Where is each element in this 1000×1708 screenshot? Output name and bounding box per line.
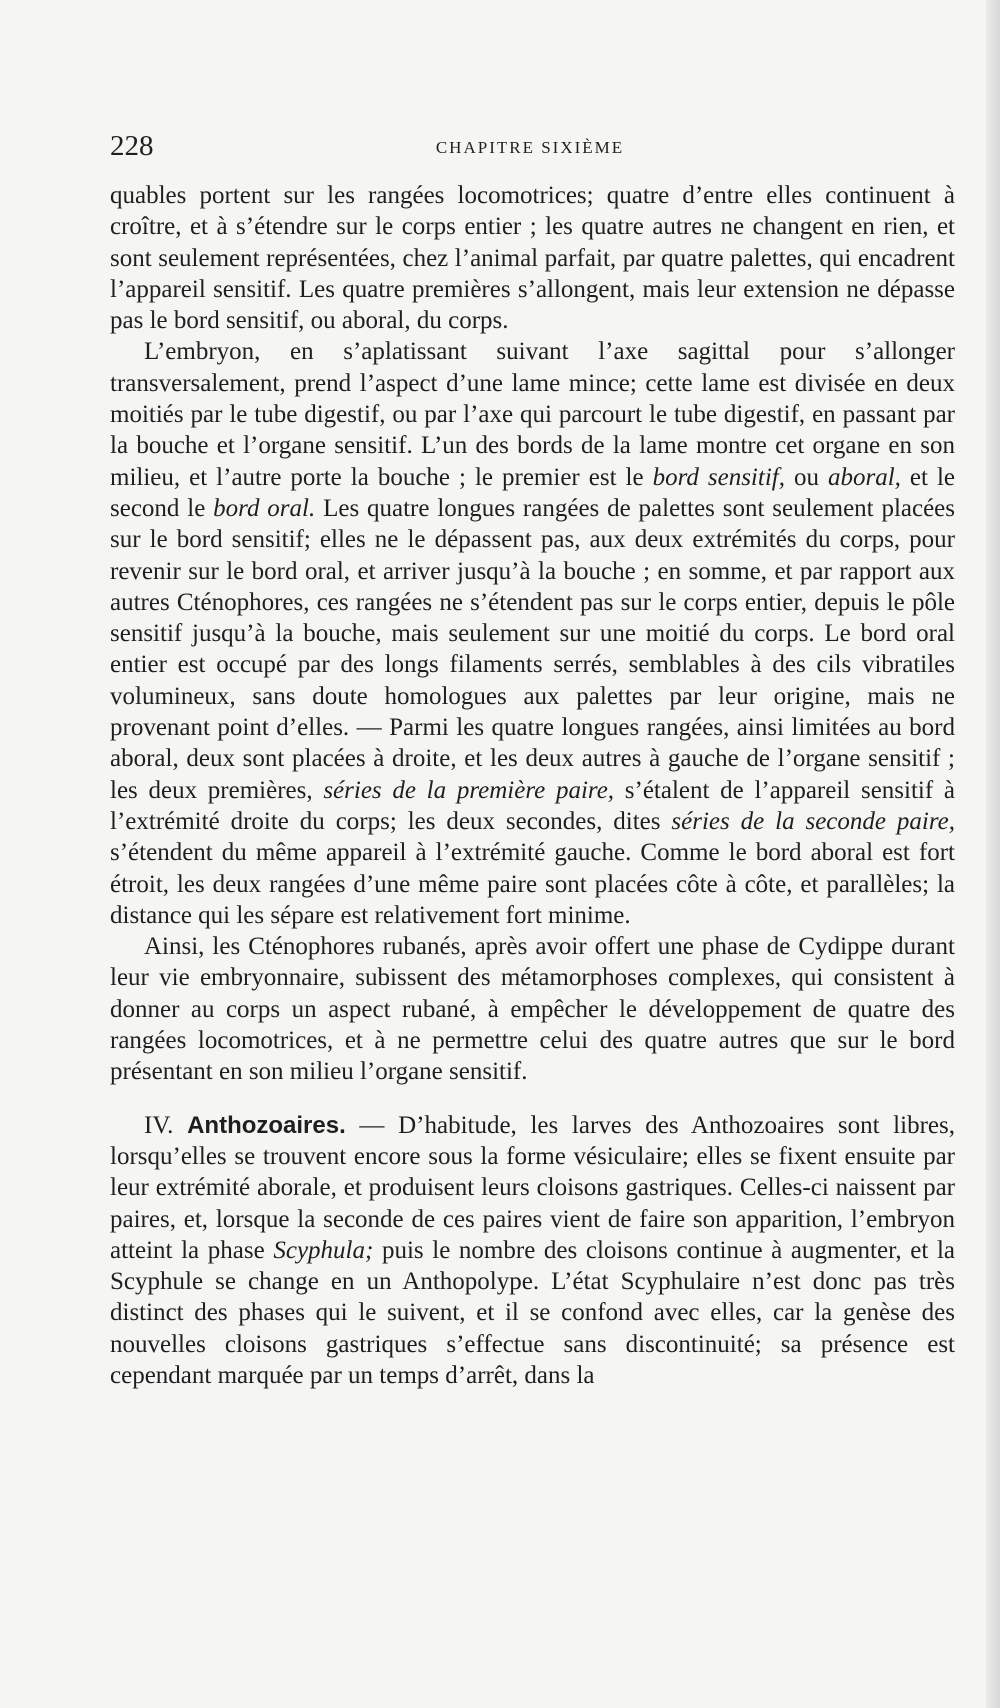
italic-term: séries de la première paire,: [323, 776, 615, 804]
text-segment: s’étendent du même appareil à l’extrémité gauche. Comme le bord aboral est fort étroit, les deux rangées d’une même paire sont placées côte à côte, et parallèles; la distance qui les sépare est relativement fort minime.: [110, 839, 955, 929]
paragraph: [110, 180, 955, 336]
page-edge-shadow: [986, 0, 1000, 1708]
italic-term: Scyphula;: [273, 1236, 374, 1264]
running-head: CHAPITRE SIXIÈME: [435, 138, 625, 157]
section-heading: Anthozoaires.: [187, 1111, 346, 1139]
paragraph: [110, 931, 955, 1087]
section-number: IV.: [144, 1111, 188, 1139]
text-segment: Ainsi, les Cténophores rubanés, après avoir offert une phase de Cydippe durant leur vie embryonnaire, subissent des métamorphoses complexes, qui consistent à donner au corps un aspect rubané, à empêcher le développement de quatre des rangées locomotrices, et à ne permettre celui des quatre autres que sur le bord présentant en son milieu l’organe sensitif.: [110, 933, 955, 1086]
page-number: 228: [110, 130, 154, 162]
text-segment: puis le nombre des cloisons continue à augmenter, et la Scyphule se change en un Anthopolype. L’état Scyphulaire n’est donc pas très distinct des phases qui le suivent, et il se confond avec elles, car la genèse des nouvelles cloisons gastriques s’effectue sans discontinuité; sa présence est cependant marquée par un temps d’arrêt, dans la: [110, 1236, 955, 1389]
text-segment: — D’habitude, les larves des Anthozoaires sont libres, lorsqu’elles se trouvent encore sous la forme vésiculaire; elles se fixent ensuite par leur extrémité aborale, et produisent leurs cloisons gastriques. Celles-ci naissent par paires, et, lorsque la seconde de ces paires vient de faire son apparition, l’embryon atteint la phase: [110, 1111, 955, 1264]
italic-term: bord sensitif,: [652, 463, 785, 491]
italic-term: aboral,: [827, 463, 901, 491]
text-segment: s’étalent de l’appareil sensitif à l’extrémité droite du corps; les deux secondes, dites: [110, 776, 955, 835]
text-segment: L’embryon, en s’aplatissant suivant l’axe sagittal pour s’allonger transversalement, prend l’aspect d’une lame mince; cette lame est divisée en deux moitiés par le tube digestif, ou par l’axe qui parcourt le tube digestif, en passant par la bouche et l’organe sensitif. L’un des bords de la lame montre cet organe en son milieu, et l’autre porte la bouche ; le premier est le: [110, 338, 955, 491]
text-segment: quables portent sur les rangées locomotrices; quatre d’entre elles continuent à croître, et à s’étendre sur le corps entier ; les quatre autres ne changent en rien, et sont seulement représentées, chez l’animal parfait, par quatre palettes, qui encadrent l’appareil sensitif. Les quatre premières s’allongent, mais leur extension ne dépasse pas le bord sensitif, ou aboral, du corps.: [110, 182, 955, 335]
paragraph: [110, 336, 955, 931]
italic-term: bord oral.: [213, 494, 316, 522]
text-segment: Les quatre longues rangées de palettes sont seulement placées sur le bord sensitif; elles ne le dépassent pas, aux deux extrémités du corps, pour revenir sur le bord oral, et arriver jusqu’à la bouche ; en somme, et par rapport aux autres Cténophores, ces rangées ne s’étendent pas sur le corps entier, depuis le pôle sensitif jusqu’à la bouche, mais seulement sur une moitié du corps. Le bord oral entier est occupé par des longs filaments serrés, semblables à des cils vibratiles volumineux, sans doute homologues aux palettes par leur origine, mais ne provenant point d’elles. — Parmi les quatre longues rangées, ainsi limitées au bord aboral, deux sont placées à droite, et les deux autres à gauche de l’organe sensitif ; les deux premières,: [110, 494, 956, 804]
text-segment: et le second le: [110, 463, 956, 522]
text-segment: ou: [784, 463, 828, 491]
section-gap: [110, 1088, 955, 1110]
page-header: [110, 130, 950, 170]
italic-term: séries de la seconde paire,: [671, 807, 955, 835]
body-text: [110, 180, 955, 1391]
paragraph: [110, 1110, 955, 1392]
